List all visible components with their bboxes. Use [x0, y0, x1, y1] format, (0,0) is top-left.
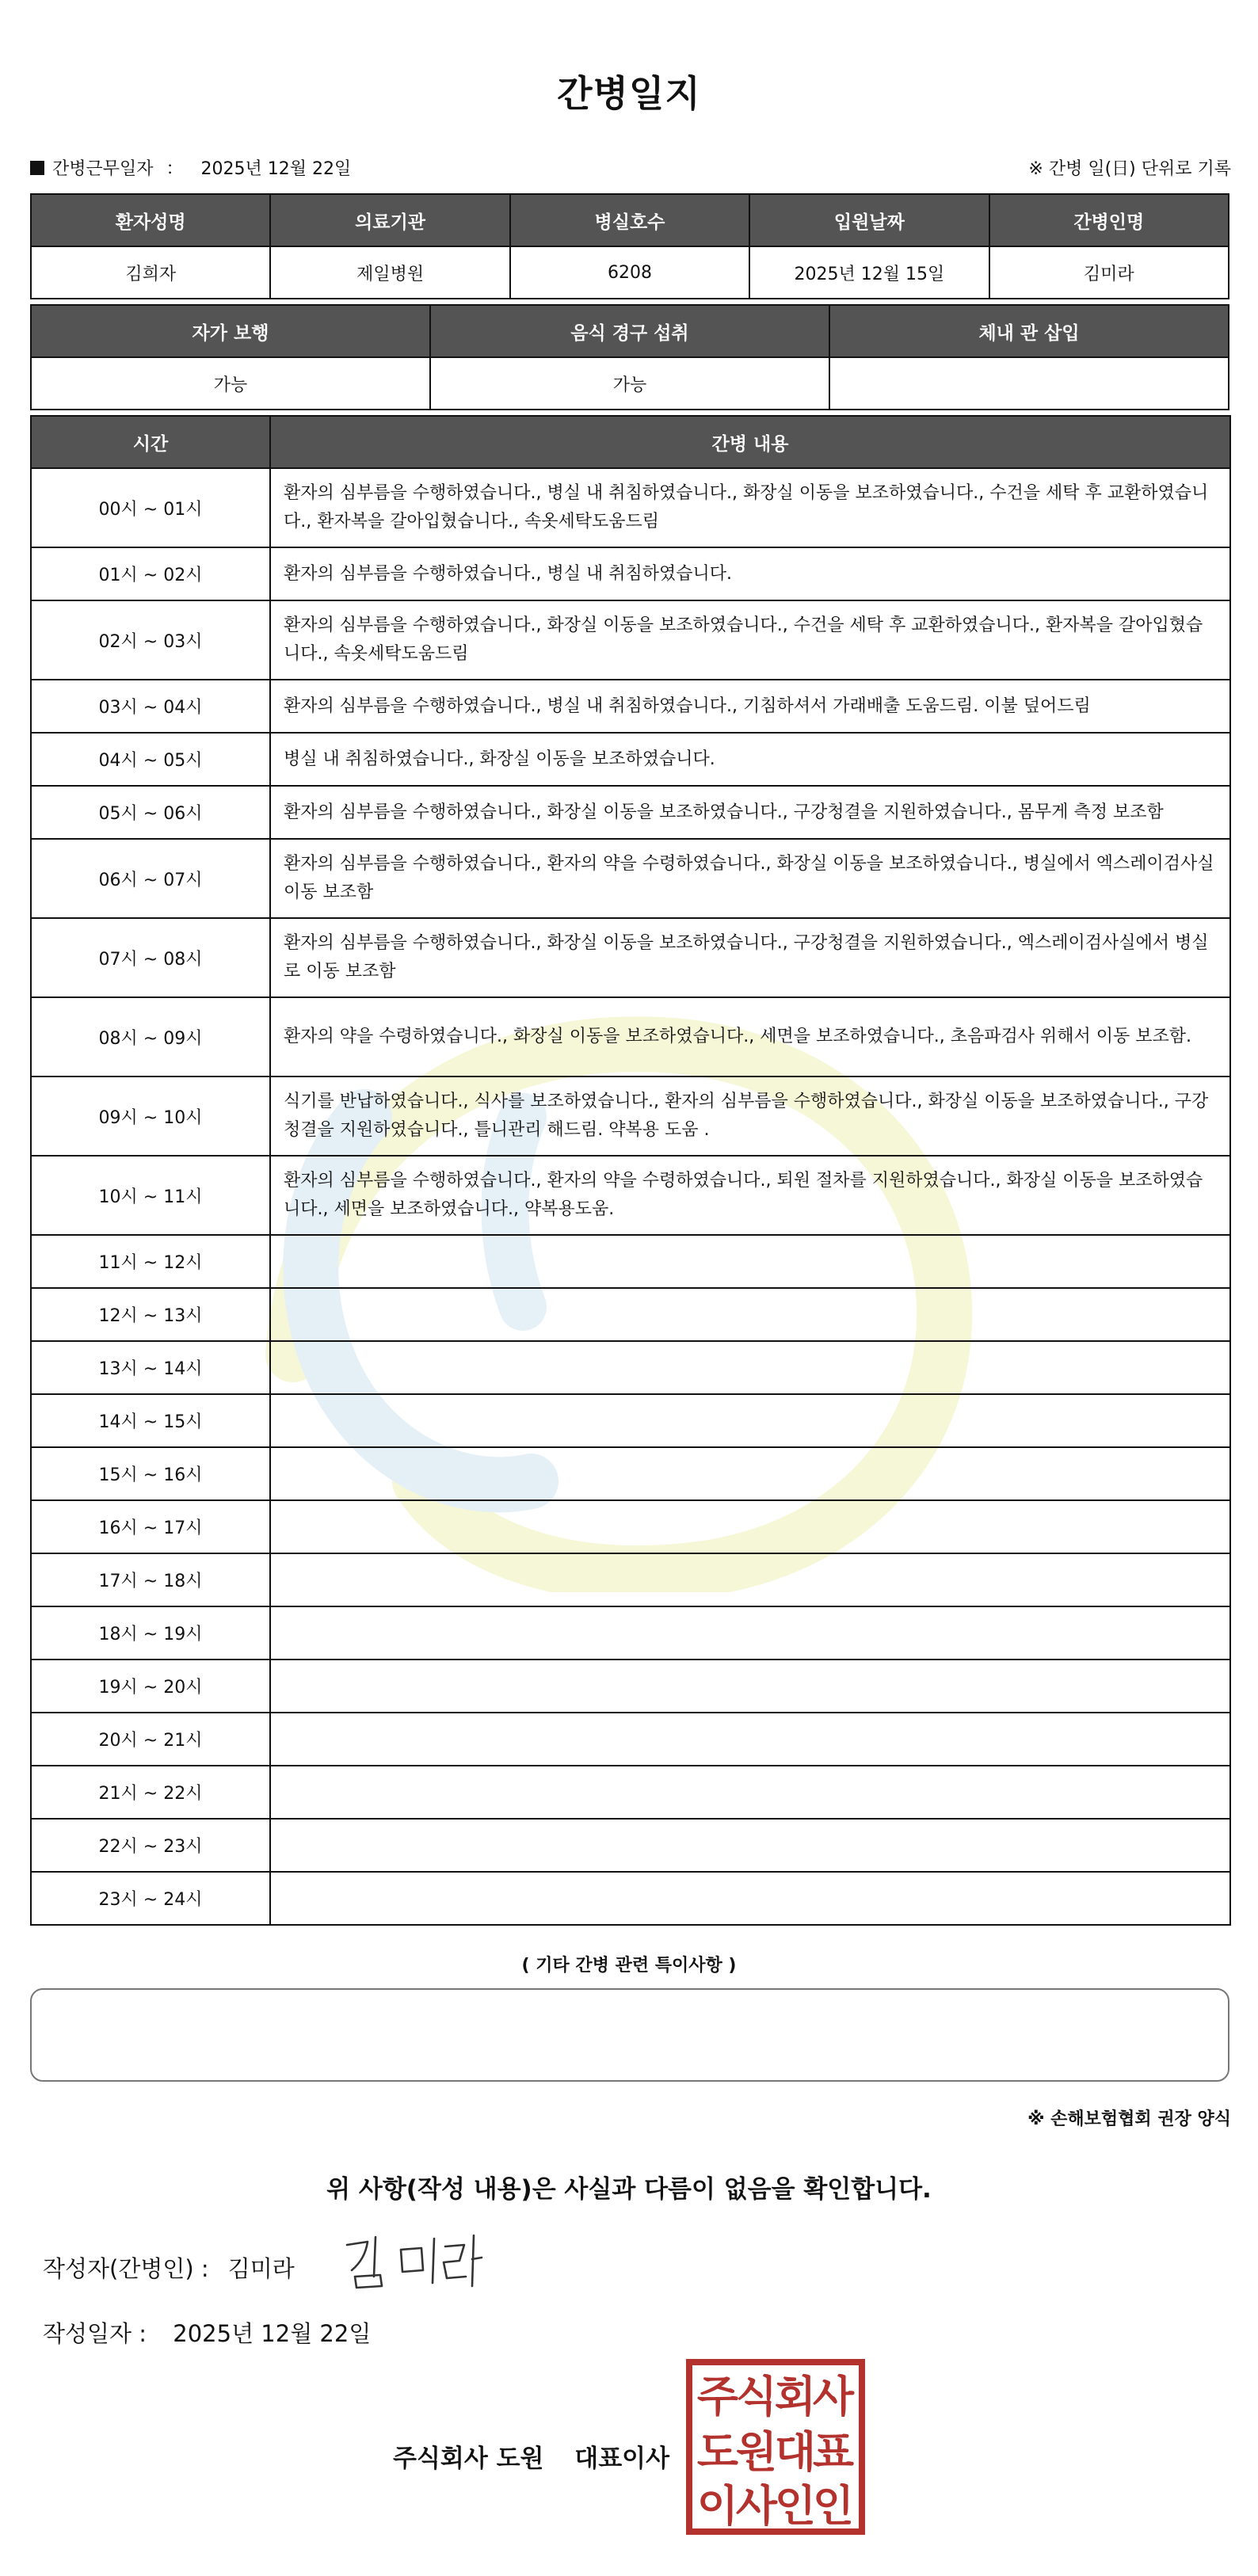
table-row	[31, 1553, 1230, 1606]
time-slot: 22시 ~ 23시	[31, 1819, 270, 1872]
table-header-row	[31, 305, 1229, 357]
table-row	[31, 1606, 1230, 1660]
time-slot: 21시 ~ 22시	[31, 1766, 270, 1819]
tube-insertion-value	[829, 357, 1229, 410]
care-content: 환자의 심부름을 수행하였습니다., 화장실 이동을 보조하였습니다., 구강청결을 지원하였습니다., 엑스레이검사실에서 병실로 이동 보조함	[270, 918, 1230, 997]
table-row	[31, 1713, 1230, 1766]
table-row	[31, 246, 1229, 299]
oral-intake-value: 가능	[430, 357, 829, 410]
care-content: 식기를 반납하였습니다., 식사를 보조하였습니다., 환자의 심부름을 수행하였습니다., 화장실 이동을 보조하였습니다., 구강청결을 지원하였습니다., 틀니관리 해드림. 약복용 도움 .	[270, 1077, 1230, 1156]
company-line	[393, 2438, 669, 2474]
written-date-row	[43, 2316, 371, 2349]
svg-text:표: 표	[812, 2427, 855, 2477]
table-row	[31, 839, 1230, 918]
time-slot: 14시 ~ 15시	[31, 1394, 270, 1447]
ceo-label: 대표이사	[574, 2445, 670, 2473]
table-row	[31, 600, 1230, 680]
header-self-walking: 자가 보행	[31, 305, 430, 357]
table-row	[31, 468, 1230, 547]
svg-text:대: 대	[774, 2427, 817, 2477]
time-slot: 17시 ~ 18시	[31, 1553, 270, 1606]
written-date-label: 작성일자 :	[43, 2320, 147, 2347]
care-content: 환자의 심부름을 수행하였습니다., 병실 내 취침하였습니다., 기침하셔서 가래배출 도움드림. 이불 덮어드림	[270, 680, 1230, 733]
svg-text:회: 회	[774, 2372, 817, 2422]
care-content: 환자의 심부름을 수행하였습니다., 환자의 약을 수령하였습니다., 화장실 이동을 보조하였습니다., 병실에서 엑스레이검사실 이동 보조함	[270, 839, 1230, 918]
time-slot: 01시 ~ 02시	[31, 547, 270, 600]
care-content	[270, 1341, 1230, 1394]
work-date-value: 2025년 12월 22일	[200, 159, 352, 179]
square-bullet-icon	[30, 161, 44, 175]
time-slot: 05시 ~ 06시	[31, 786, 270, 839]
writer-label: 작성자(간병인) :	[43, 2255, 209, 2282]
care-content: 환자의 심부름을 수행하였습니다., 병실 내 취침하였습니다.	[270, 547, 1230, 600]
written-date-value: 2025년 12월 22일	[173, 2320, 372, 2347]
care-content	[270, 1500, 1230, 1553]
company-name: 주식회사 도원	[393, 2445, 544, 2473]
table-row	[31, 1660, 1230, 1713]
table-row	[31, 1341, 1230, 1394]
form-origin-note: ※ 손해보험협회 권장 양식	[1027, 2109, 1231, 2129]
table-row	[31, 1819, 1230, 1872]
patient-name: 김희자	[31, 246, 270, 299]
table-header-row	[31, 194, 1229, 246]
time-slot: 18시 ~ 19시	[31, 1606, 270, 1660]
recording-unit-note: ※ 간병 일(日) 단위로 기록	[1028, 159, 1231, 179]
svg-text:사: 사	[735, 2481, 778, 2531]
header-room-number: 병실호수	[510, 194, 749, 246]
care-content	[270, 1447, 1230, 1500]
header-oral-intake: 음식 경구 섭취	[430, 305, 829, 357]
time-slot: 08시 ~ 09시	[31, 997, 270, 1077]
care-content: 환자의 심부름을 수행하였습니다., 병실 내 취침하였습니다., 화장실 이동을 보조하였습니다., 수건을 세탁 후 교환하였습니다., 환자복을 갈아입혔습니다., 속옷세탁도움드림	[270, 468, 1230, 547]
care-content: 환자의 약을 수령하였습니다., 화장실 이동을 보조하였습니다., 세면을 보조하였습니다., 초음파검사 위해서 이동 보조함.	[270, 997, 1230, 1077]
special-notes-title: ( 기타 간병 관련 특이사항 )	[521, 1956, 737, 1976]
table-header-row	[31, 416, 1230, 468]
time-slot: 10시 ~ 11시	[31, 1156, 270, 1235]
table-row	[31, 1288, 1230, 1341]
time-slot: 06시 ~ 07시	[31, 839, 270, 918]
table-row	[31, 1077, 1230, 1156]
time-slot: 16시 ~ 17시	[31, 1500, 270, 1553]
care-content	[270, 1713, 1230, 1766]
table-row	[31, 997, 1230, 1077]
table-row	[31, 1872, 1230, 1925]
table-row	[31, 1394, 1230, 1447]
time-slot: 15시 ~ 16시	[31, 1447, 270, 1500]
header-time: 시간	[31, 416, 270, 468]
handwritten-signature	[341, 2231, 483, 2294]
special-notes-box	[30, 1988, 1229, 2082]
table-row	[31, 357, 1229, 410]
writer-name: 김미라	[227, 2255, 295, 2282]
table-row	[31, 1766, 1230, 1819]
care-content	[270, 1553, 1230, 1606]
care-content	[270, 1235, 1230, 1288]
svg-text:사: 사	[812, 2372, 855, 2422]
care-content	[270, 1872, 1230, 1925]
table-row	[31, 1500, 1230, 1553]
table-row	[31, 680, 1230, 733]
time-slot: 19시 ~ 20시	[31, 1660, 270, 1713]
time-slot: 03시 ~ 04시	[31, 680, 270, 733]
time-slot: 11시 ~ 12시	[31, 1235, 270, 1288]
colon-separator: ：	[166, 159, 184, 179]
header-patient-name: 환자성명	[31, 194, 270, 246]
header-hospital: 의료기관	[270, 194, 509, 246]
svg-text:식: 식	[735, 2372, 778, 2422]
care-content	[270, 1660, 1230, 1713]
svg-text:도: 도	[696, 2427, 739, 2477]
care-content: 환자의 심부름을 수행하였습니다., 화장실 이동을 보조하였습니다., 구강청결을 지원하였습니다., 몸무게 측정 보조함	[270, 786, 1230, 839]
page-title: 간병일지	[557, 72, 701, 115]
table-row	[31, 1156, 1230, 1235]
care-log-table	[30, 415, 1231, 1926]
care-content: 환자의 심부름을 수행하였습니다., 화장실 이동을 보조하였습니다., 수건을 세탁 후 교환하였습니다., 환자복을 갈아입혔습니다., 속옷세탁도움드림	[270, 600, 1230, 680]
header-care-content: 간병 내용	[270, 416, 1230, 468]
admission-date: 2025년 12월 15일	[749, 246, 989, 299]
time-slot: 07시 ~ 08시	[31, 918, 270, 997]
table-row	[31, 733, 1230, 786]
time-slot: 20시 ~ 21시	[31, 1713, 270, 1766]
time-slot: 00시 ~ 01시	[31, 468, 270, 547]
table-row	[31, 1235, 1230, 1288]
care-content: 환자의 심부름을 수행하였습니다., 환자의 약을 수령하였습니다., 퇴원 절차를 지원하였습니다., 화장실 이동을 보조하였습니다., 세면을 보조하였습니다., 약복용도움.	[270, 1156, 1230, 1235]
time-slot: 04시 ~ 05시	[31, 733, 270, 786]
time-slot: 12시 ~ 13시	[31, 1288, 270, 1341]
work-date-label: 간병근무일자	[52, 159, 154, 179]
company-seal-stamp	[686, 2359, 865, 2535]
time-slot: 02시 ~ 03시	[31, 600, 270, 680]
work-date-row	[30, 155, 351, 180]
svg-text:원: 원	[735, 2427, 778, 2477]
care-content	[270, 1394, 1230, 1447]
svg-text:인: 인	[774, 2481, 817, 2531]
writer-row	[43, 2251, 295, 2284]
table-row	[31, 547, 1230, 600]
table-row	[31, 1447, 1230, 1500]
caregiver-name: 김미라	[989, 246, 1229, 299]
confirmation-statement: 위 사항(작성 내용)은 사실과 다름이 없음을 확인합니다.	[326, 2175, 932, 2204]
care-content	[270, 1766, 1230, 1819]
care-content: 병실 내 취침하였습니다., 화장실 이동을 보조하였습니다.	[270, 733, 1230, 786]
patient-info-table	[30, 193, 1229, 299]
header-tube-insertion: 체내 관 삽입	[829, 305, 1229, 357]
hospital-name: 제일병원	[270, 246, 509, 299]
time-slot: 09시 ~ 10시	[31, 1077, 270, 1156]
svg-text:인: 인	[812, 2481, 855, 2531]
patient-ability-table	[30, 304, 1229, 410]
care-content	[270, 1288, 1230, 1341]
care-content	[270, 1819, 1230, 1872]
header-admission-date: 입원날짜	[749, 194, 989, 246]
room-number: 6208	[510, 246, 749, 299]
self-walking-value: 가능	[31, 357, 430, 410]
svg-text:주: 주	[696, 2372, 739, 2422]
time-slot: 13시 ~ 14시	[31, 1341, 270, 1394]
table-row	[31, 786, 1230, 839]
care-content	[270, 1606, 1230, 1660]
svg-text:이: 이	[696, 2481, 739, 2531]
header-caregiver-name: 간병인명	[989, 194, 1229, 246]
table-row	[31, 918, 1230, 997]
time-slot: 23시 ~ 24시	[31, 1872, 270, 1925]
